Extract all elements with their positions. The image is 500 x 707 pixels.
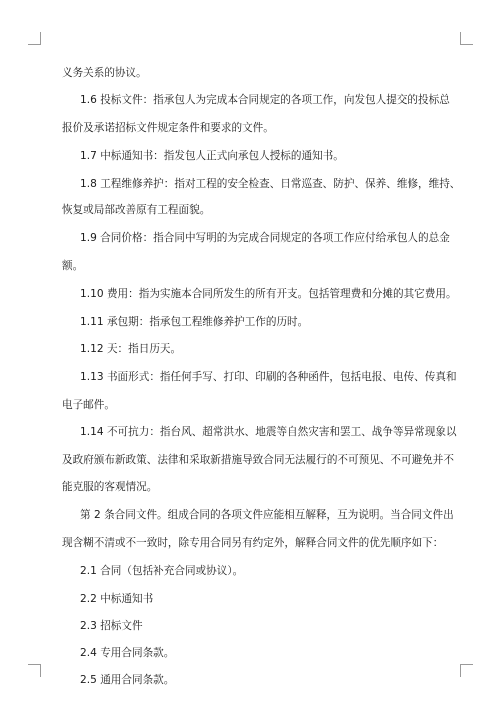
- clause-1-10: 1.10 费用：指为实施本合同所发生的所有开支。包括管理费和分摊的其它费用。: [80, 288, 457, 300]
- body-text-line: 能克服的客观情况。: [62, 481, 158, 493]
- clause-2-1: 2.1 合同（包括补充合同或协议）。: [80, 565, 244, 577]
- body-text-line: 及政府颁布新政策、法律和采取新措施导致合同无法履行的不可预见、不可避免并不: [62, 454, 454, 466]
- clause-1-11: 1.11 承包期：指承包工程维修养护工作的历时。: [80, 316, 309, 328]
- clause-1-13: 1.13 书面形式：指任何手写、打印、印刷的各种函件，包括电报、电传、传真和: [80, 371, 457, 383]
- body-text-line: 额。: [62, 260, 84, 272]
- crop-mark-top-right: [460, 32, 473, 45]
- body-text-line: 义务关系的协议。: [62, 67, 147, 79]
- body-text-line: 恢复或局部改善原有工程面貌。: [62, 204, 211, 216]
- clause-2-4: 2.4 专用合同条款。: [80, 647, 175, 659]
- clause-1-8: 1.8 工程维修养护：指对工程的安全检查、日常巡查、防护、保养、维修，维持、: [80, 178, 461, 190]
- clause-1-9: 1.9 合同价格：指合同中写明的为完成合同规定的各项工作应付给承包人的总金: [80, 232, 450, 244]
- crop-mark-top-left: [28, 32, 41, 45]
- body-text-line: 电子邮件。: [62, 399, 115, 411]
- clause-1-7: 1.7 中标通知书：指发包人正式向承包人授标的通知书。: [80, 150, 344, 162]
- clause-2-5: 2.5 通用合同条款。: [80, 674, 175, 686]
- body-text-line: 现含糊不清或不一致时，除专用合同另有约定外，解释合同文件的优先顺序如下：: [62, 537, 444, 549]
- article-2-heading: 第 2 条合同文件。组成合同的各项文件应能相互解释，互为说明。当合同文件出: [80, 509, 454, 521]
- clause-1-6: 1.6 投标文件：指承包人为完成本合同规定的各项工作，向发包人提交的投标总: [80, 94, 450, 106]
- crop-mark-bottom-right: [460, 664, 473, 677]
- clause-2-2: 2.2 中标通知书: [80, 593, 154, 605]
- crop-mark-bottom-left: [28, 664, 41, 677]
- body-text-line: 报价及承诺招标文件规定条件和要求的文件。: [62, 122, 274, 134]
- clause-2-3: 2.3 招标文件: [80, 620, 143, 632]
- clause-1-12: 1.12 天：指日历天。: [80, 343, 182, 355]
- clause-1-14: 1.14 不可抗力：指台风、超常洪水、地震等自然灾害和罢工、战争等异常现象以: [80, 426, 457, 438]
